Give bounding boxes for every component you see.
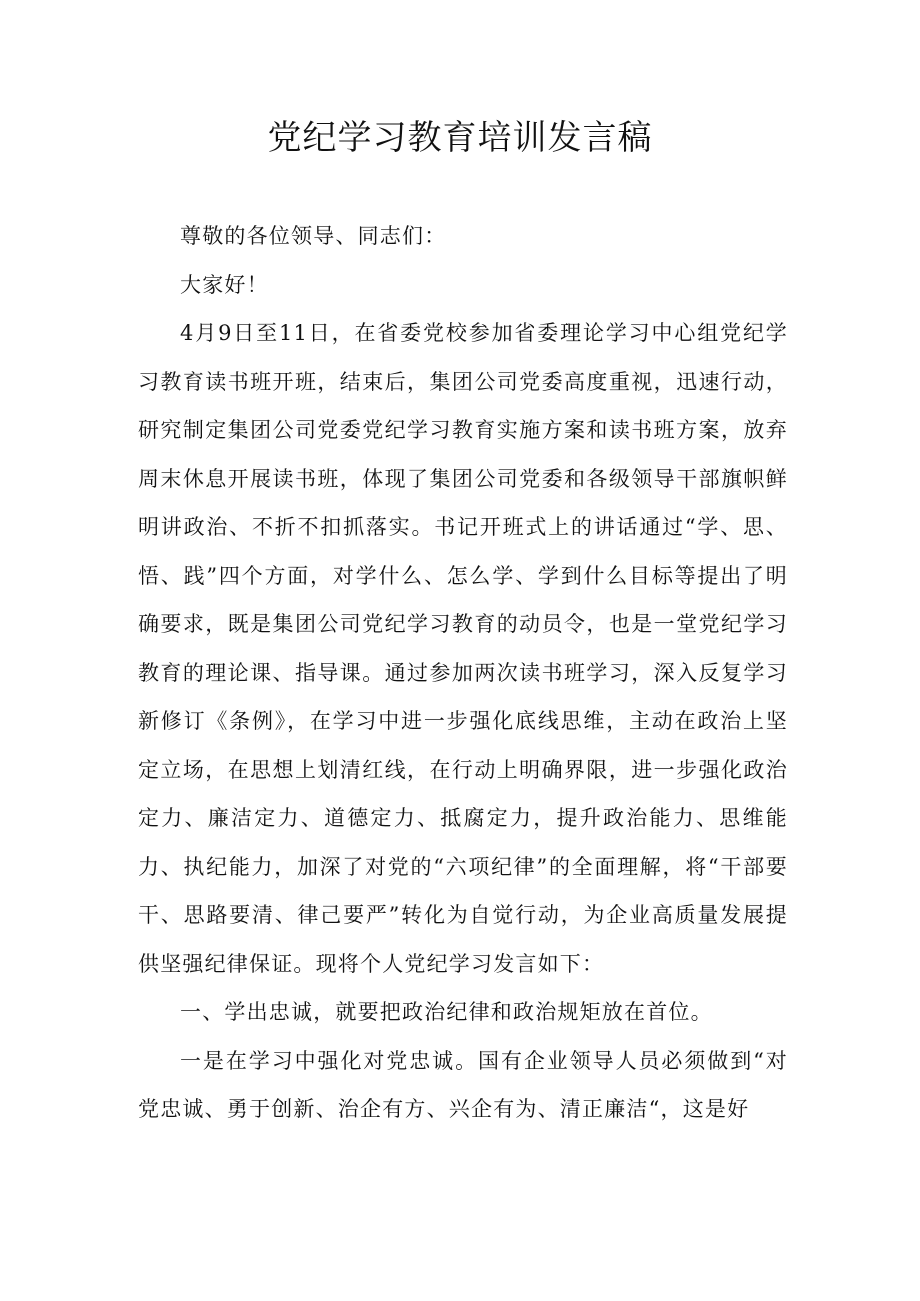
document-body [138, 212, 788, 1134]
section-heading-1: 一、学出忠诚，就要把政治纪律和政治规矩放在首位。 [180, 1000, 713, 1024]
greeting: 大家好！ [180, 272, 269, 297]
document-title: 党纪学习教育培训发言稿 [267, 118, 653, 158]
section-1-paragraph-1: 一是在学习中强化对党忠诚。国有企业领导人员必须做到“对党忠诚、勇于创新、治企有方、兴企有为、清正廉洁“，这是好 [138, 1048, 788, 1121]
intro-paragraph: 4月9日至11日，在省委党校参加省委理论学习中心组党纪学习教育读书班开班，结束后，集团公司党委高度重视，迅速行动，研究制定集团公司党委党纪学习教育实施方案和读书班方案，放弃周末休息开展读书班，体现了集团公司党委和各级领导干部旗帜鲜明讲政治、不折不扣抓落实。书记开班式上的讲话通过“学、思、悟、践”四个方面，对学什么、怎么学、学到什么目标等提出了明确要求，既是集团公司党纪学习教育的动员令，也是一堂党纪学习教育的理论课、指导课。通过参加两次读书班学习，深入反复学习新修订《条例》，在学习中进一步强化底线思维，主动在政治上坚定立场，在思想上划清红线，在行动上明确界限，进一步强化政治定力、廉洁定力、道德定力、抵腐定力，提升政治能力、思维能力、执纪能力，加深了对党的“六项纪律”的全面理解，将“干部要干、思路要清、律己要严”转化为自觉行动，为企业高质量发展提供坚强纪律保证。现将个人党纪学习发言如下： [138, 321, 788, 976]
salutation: 尊敬的各位领导、同志们： [180, 224, 447, 248]
